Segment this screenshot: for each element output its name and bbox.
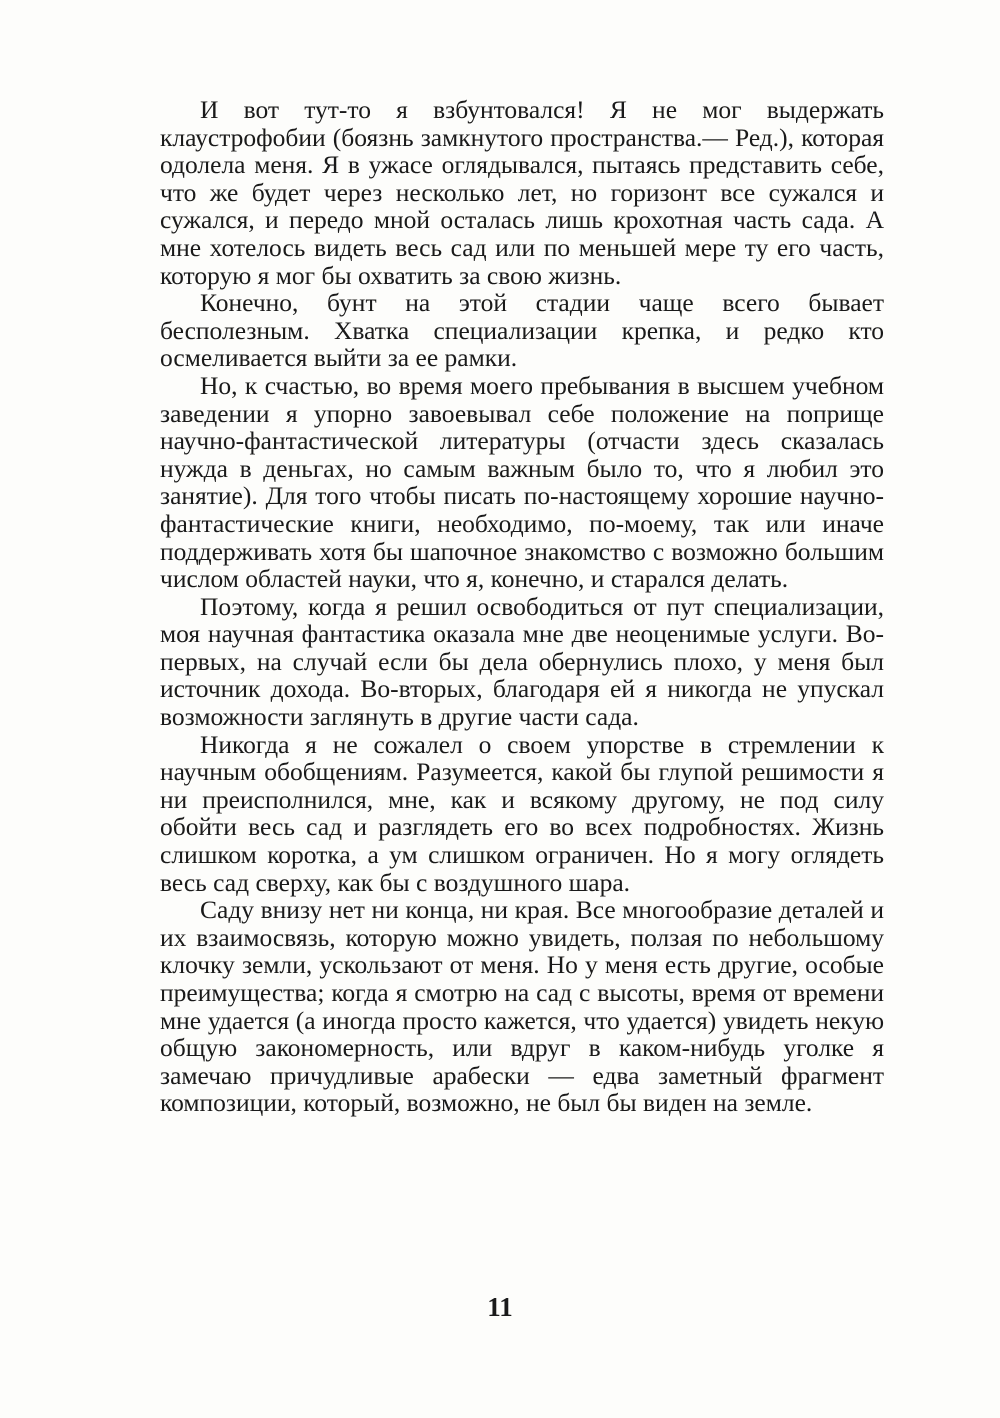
paragraph-1: И вот тут-то я взбунтовался! Я не мог выдержать клаустрофобии (боязнь замкнутого пространства.— Ред.), которая одолела меня. Я в ужасе оглядывался, пытаясь представить себе, что же будет через несколько лет, но горизонт все сужался и сужался, и передо мной осталась лишь крохотная часть сада. А мне хотелось видеть весь сад или по меньшей мере ту его часть, которую я мог бы охватить за свою жизнь.: [160, 95, 884, 290]
paragraph-5: Никогда я не сожалел о своем упорстве в стремлении к научным обобщениям. Разумеется, какой бы глупой решимости я ни преисполнился, мне, как и всякому другому, не под силу обойти весь сад и разглядеть его во всех подробностях. Жизнь слишком коротка, а ум слишком ограничен. Но я могу оглядеть весь сад сверху, как бы с воздушного шара.: [160, 729, 884, 897]
body-text: [160, 96, 884, 1117]
paragraph-4: Поэтому, когда я решил освободиться от пут специализации, моя научная фантастика оказала мне две неоценимые услуги. Во-первых, на случай если бы дела обернулись плохо, у меня был источник дохода. Во-вторых, благодаря ей я никогда не упускал возможности заглянуть в другие части сада.: [160, 591, 884, 732]
paragraph-3: Но, к счастью, во время моего пребывания в высшем учебном заведении я упорно завоевывал себе положение на поприще научно-фантастической литературы (отчасти здесь сказалась нужда в деньгах, но самым важным было то, что я любил это занятие). Для того чтобы писать по-настоящему хорошие научно-фантастические книги, необходимо, по-моему, так или иначе поддерживать хотя бы шапочное знакомство с возможно большим числом областей науки, что я, конечно, и старался делать.: [160, 370, 884, 594]
paragraph-6: Саду внизу нет ни конца, ни края. Все многообразие деталей и их взаимосвязь, которую можно увидеть, ползая по небольшому клочку земли, ускользают от меня. Но у меня есть другие, особые преимущества; когда я смотрю на сад с высоты, время от времени мне удается (а иногда просто кажется, что удается) увидеть некую общую закономерность, или вдруг в каком-нибудь уголке я замечаю причудливые арабески — едва заметный фрагмент композиции, который, возможно, не был бы виден на земле.: [160, 895, 884, 1118]
page-number: 11: [487, 1292, 513, 1322]
paragraph-2: Конечно, бунт на этой стадии чаще всего бывает бесполезным. Хватка специализации крепка, и редко кто осмеливается выйти за ее рамки.: [160, 288, 884, 373]
